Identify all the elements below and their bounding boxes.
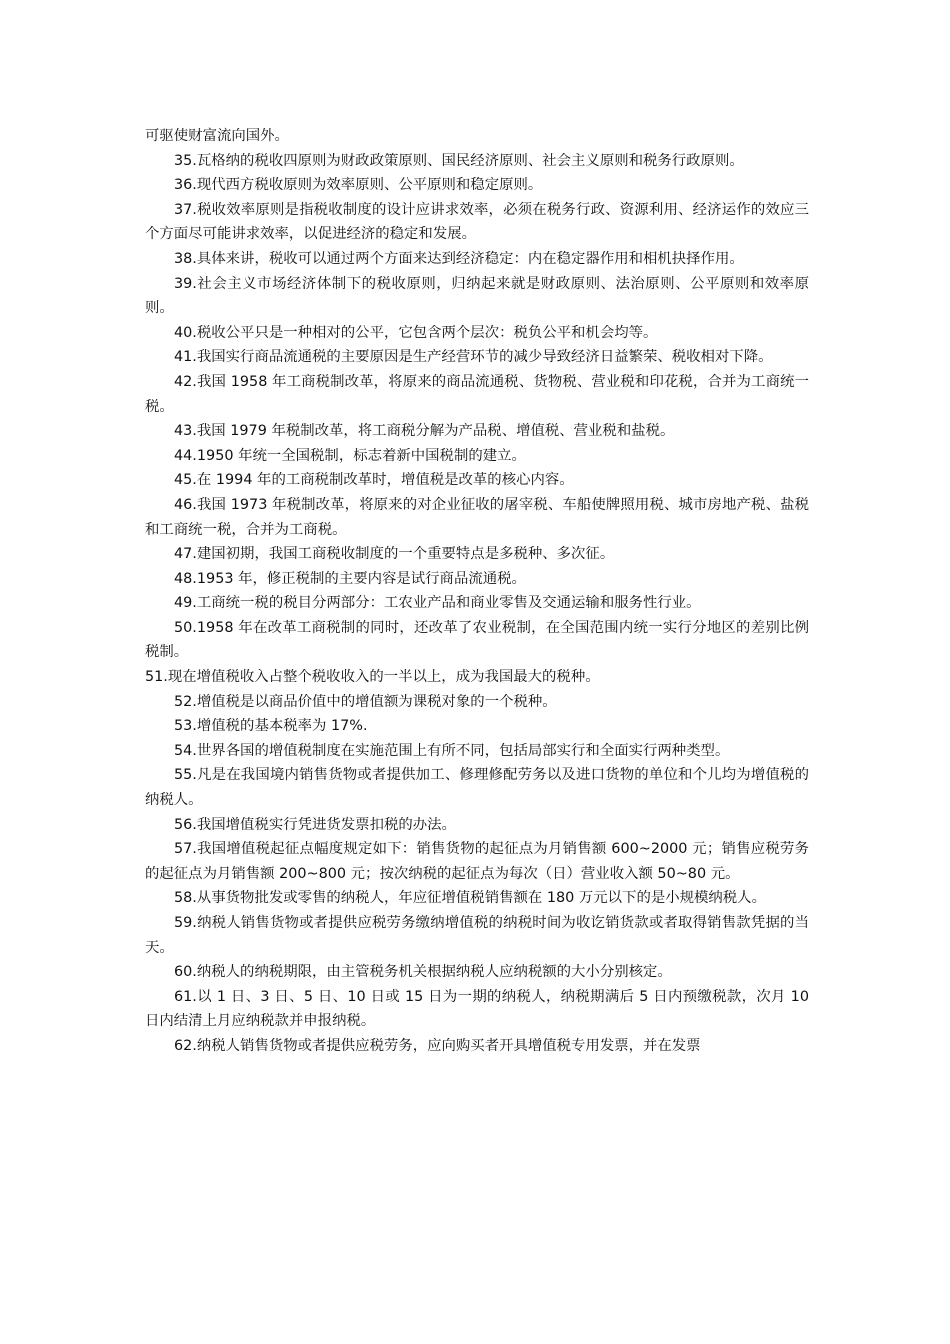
- paragraph: 58.从事货物批发或零售的纳税人，年应征增值税销售额在 180 万元以下的是小规模纳税人。: [174, 890, 766, 907]
- paragraph: 44.1950 年统一全国税制，标志着新中国税制的建立。: [174, 447, 526, 464]
- paragraph: 62.纳税人销售货物或者提供应税劳务，应向购买者开具增值税专用发票，并在发票: [174, 1037, 701, 1054]
- paragraph: 46.我国 1973 年税制改革，将原来的对企业征收的屠宰税、车船使牌照用税、城市房地产税、盐税和工商统一税，合并为工商税。: [145, 496, 809, 538]
- paragraph: 36.现代西方税收原则为效率原则、公平原则和稳定原则。: [174, 177, 543, 194]
- paragraph: 45.在 1994 年的工商税制改革时，增值税是改革的核心内容。: [174, 472, 574, 489]
- paragraph: 59.纳税人销售货物或者提供应税劳务缴纳增值税的纳税时间为收讫销货款或者取得销售款凭据的当天。: [145, 915, 809, 956]
- paragraph: 55.凡是在我国境内销售货物或者提供加工、修理修配劳务以及进口货物的单位和个儿均为增值税的纳税人。: [145, 767, 809, 809]
- paragraph: 38.具体来讲，税收可以通过两个方面来达到经济稳定：内在稳定器作用和相机抉择作用。: [174, 250, 744, 267]
- paragraph: 可驱使财富流向国外。: [145, 128, 289, 144]
- paragraph: 40.税收公平只是一种相对的公平，它包含两个层次：税负公平和机会均等。: [174, 324, 658, 341]
- paragraph: 37.税收效率原则是指税收制度的设计应讲求效率，必须在税务行政、资源利用、经济运作的效应三个方面尽可能讲求效率，以促进经济的稳定和发展。: [145, 201, 809, 243]
- paragraph: 47.建国初期，我国工商税收制度的一个重要特点是多税种、多次征。: [174, 546, 615, 563]
- paragraph: 56.我国增值税实行凭进货发票扣税的办法。: [174, 816, 456, 833]
- paragraph: 50.1958 年在改革工商税制的同时，还改革了农业税制，在全国范围内统一实行分地区的差别比例税制。: [145, 619, 809, 661]
- paragraph: 53.增值税的基本税率为 17%.: [174, 718, 368, 735]
- paragraph: 57.我国增值税起征点幅度规定如下：销售货物的起征点为月销售额 600~2000 元；销售应税劳务的起征点为月销售额 200~800 元；按次纳税的起征点为每次（日）营业收入额 50~80 元。: [145, 841, 809, 882]
- paragraph: 48.1953 年，修正税制的主要内容是试行商品流通税。: [174, 570, 526, 587]
- paragraph: 49.工商统一税的税目分两部分：工农业产品和商业零售及交通运输和服务性行业。: [174, 595, 701, 612]
- paragraph: 60.纳税人的纳税期限，由主管税务机关根据纳税人应纳税额的大小分别核定。: [174, 964, 672, 981]
- paragraph: 61.以 1 日、3 日、5 日、10 日或 15 日为一期的纳税人，纳税期满后 5 日内预缴税款，次月 10 日内结清上月应纳税款并申报纳税。: [145, 988, 809, 1030]
- paragraph: 39.社会主义市场经济体制下的税收原则，归纳起来就是财政原则、法治原则、公平原则和效率原则。: [145, 275, 809, 317]
- paragraph: 42.我国 1958 年工商税制改革，将原来的商品流通税、货物税、营业税和印花税，合并为工商统一税。: [145, 373, 809, 415]
- paragraph: 43.我国 1979 年税制改革，将工商税分解为产品税、增值税、营业税和盐税。: [174, 423, 675, 440]
- paragraph: 52.增值税是以商品价值中的增值额为课税对象的一个税种。: [174, 693, 557, 710]
- paragraph: 54.世界各国的增值税制度在实施范围上有所不同，包括局部实行和全面实行两种类型。: [174, 742, 730, 759]
- paragraph: 41.我国实行商品流通税的主要原因是生产经营环节的减少导致经济日益繁荣、税收相对下降。: [174, 349, 773, 366]
- paragraph: 35.瓦格纳的税收四原则为财政政策原则、国民经济原则、社会主义原则和税务行政原则。: [174, 152, 744, 169]
- document-body: [145, 124, 809, 1059]
- paragraph: 51.现在增值税收入占整个税收收入的一半以上，成为我国最大的税种。: [145, 669, 600, 686]
